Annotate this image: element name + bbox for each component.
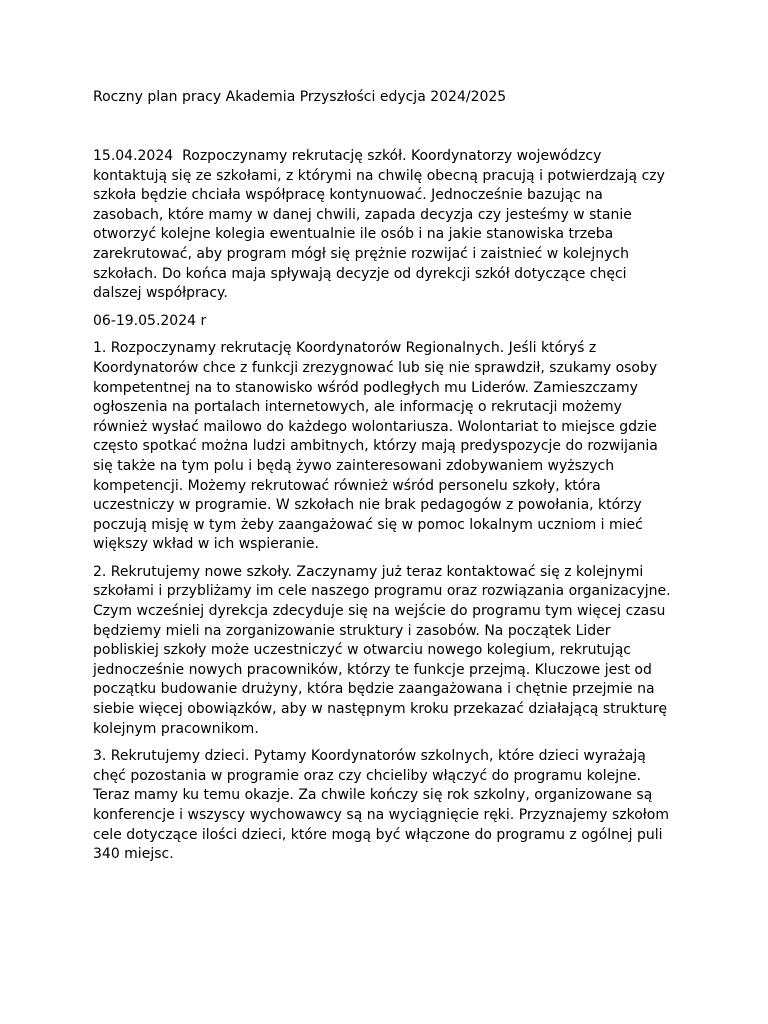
document-body xyxy=(93,147,671,873)
intro-text: Rozpoczynamy rekrutację szkół. Koordynatorzy wojewódzcy kontaktują się ze szkołami, z którymi na chwilę obecną pracują i potwierdzają czy szkoła będzie chciała współpracę kontynuować. Jednocześnie bazując na zasobach, które mamy w danej chwili, zapada decyzja czy jesteśmy w stanie otworzyć kolejne kolegia ewentualnie ile osób i na jakie stanowiska trzeba zarekrutować, aby program mógł się prężnie rozwijać i zaistnieć w kolejnych szkołach. Do końca maja spływają decyzje od dyrekcji szkół dotyczące chęci dalszej współpracy. xyxy=(93,148,665,302)
list-item-2: 2. Rekrutujemy nowe szkoły. Zaczynamy już teraz kontaktować się z kolejnymi szkołami i przybliżamy im cele naszego programu oraz rozwiązania organizacyjne. Czym wcześniej dyrekcja zdecyduje się na wejście do programu tym więcej czasu będziemy mieli na zorganizowanie struktury i zasobów. Na początek Lider pobliskiej szkoły może uczestniczyć w otwarciu nowego kolegium, rekrutując jednocześnie nowych pracowników, którzy te funkcje przejmą. Kluczowe jest od początku budowanie drużyny, która będzie zaangażowana i chętnie przejmie na siebie więcej obowiązków, aby w następnym kroku przekazać działającą strukturę kolejnym pracownikom. xyxy=(93,563,671,737)
list-item-1: 1. Rozpoczynamy rekrutację Koordynatorów Regionalnych. Jeśli któryś z Koordynatorów chce z funkcji zrezygnować lub się nie sprawdził, szukamy osoby kompetentnej na to stanowisko wśród podległych mu Liderów. Zamieszczamy ogłoszenia na portalach internetowych, ale informację o rekrutacji możemy również wysłać mailowo do każdego wolontariusza. Wolontariat to miejsce gdzie często spotkać można ludzi ambitnych, którzy mają predyspozycje do rozwijania się także na tym polu i będą żywo zainteresowani zdobywaniem wyższych kompetencji. Możemy rekrutować również wśród personelu szkoły, która uczestniczy w programie. W szkołach nie brak pedagogów z powołania, którzy poczują misję w tym żeby zaangażować się w pomoc lokalnym uczniom i mieć większy wkład w ich wspieranie. xyxy=(93,340,658,553)
intro-date: 15.04.2024 xyxy=(93,148,174,164)
intro-paragraph xyxy=(93,147,671,304)
document-title: Roczny plan pracy Akademia Przyszłości edycja 2024/2025 xyxy=(93,89,507,105)
list-item-3: 3. Rekrutujemy dzieci. Pytamy Koordynatorów szkolnych, które dzieci wyrażają chęć pozostania w programie oraz czy chcieliby włączyć do programu kolejne. Teraz mamy ku temu okazje. Za chwile kończy się rok szkolny, organizowane są konferencje i wszyscy wychowawcy są na wyciągnięcie ręki. Przyznajemy szkołom cele dotyczące ilości dzieci, które mogą być włączone do programu z ogólnej puli 340 miejsc. xyxy=(93,748,669,863)
period-label: 06-19.05.2024 r xyxy=(93,312,207,329)
